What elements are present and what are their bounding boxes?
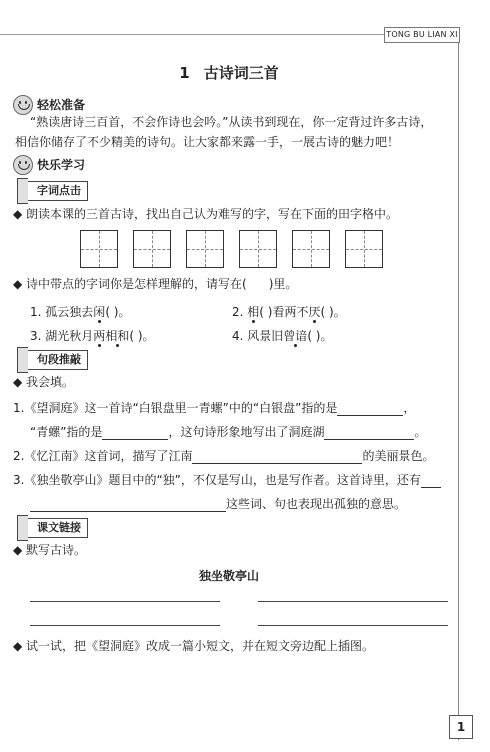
words-question-2: ◆ 诗中带点的字词你是怎样理解的，请写在( )里。 [13,277,298,291]
sentence-q1-line1: 1.《望洞庭》这一首诗“白银盘里一青螺”中的“白银盘”指的是 ， [13,401,416,415]
page-number: 1 [449,715,473,739]
write-line[interactable] [258,625,448,626]
sentences-label: 句段推敲 [22,350,88,370]
lesson-title [0,62,458,83]
sentences-intro: ◆ 我会填。 [13,375,75,389]
word-item-2: 2. 相( )看两不厌( )。 [232,305,346,319]
lesson-title-text: 古诗词三首 [203,64,279,82]
header-tag: TONG BU LIAN XI [384,27,460,43]
tianzige-cell[interactable] [292,230,330,268]
poem-title: 独坐敬亭山 [198,569,259,583]
links-label: 课文链接 [22,518,88,538]
answer-blank[interactable] [192,451,362,464]
word-item-4: 4. 风景旧曾谙( )。 [232,329,333,343]
words-question-1: ◆ 朗读本课的三首古诗，找出自己认为难写的字，写在下面的田字格中。 [13,207,399,221]
word-item-3: 3. 湖光秋月两相和( )。 [30,329,155,343]
write-line[interactable] [30,601,220,602]
prep-heading: 轻松准备 [37,98,86,112]
tianzige-cell[interactable] [239,230,277,268]
sentence-q3-line1: 3.《独坐敬亭山》题目中的“独”，不仅是写山，也是写作者。这首诗里，还有 [13,472,441,488]
answer-blank[interactable] [421,475,441,488]
margin-rule [458,34,459,740]
tianzige-cell[interactable] [80,230,118,268]
tianzige-cell[interactable] [186,230,224,268]
tianzige-cell[interactable] [345,230,383,268]
answer-blank[interactable] [102,427,168,440]
prep-line-2: 相信你储存了不少精美的诗句。让大家都来露一手，一展古诗的魅力吧！ [15,135,400,149]
sentence-q2: 2.《忆江南》这首词，描写了江南 的美丽景色。 [13,449,435,463]
links-task: ◆ 试一试，把《望洞庭》改成一篇小短文，并在短文旁边配上插图。 [13,639,375,653]
answer-blank[interactable] [324,427,414,440]
answer-blank[interactable] [30,499,226,512]
sentence-q1-line2: “青螺”指的是 ，这句诗形象地写出了洞庭湖 。 [30,425,427,439]
answer-blank[interactable] [337,403,403,416]
smiley-icon [13,155,33,175]
prep-line-1: “熟读唐诗三百首，不会作诗也会吟。”从读书到现在，你一定背过许多古诗， [30,115,433,129]
word-item-1: 1. 孤云独去闲( )。 [30,305,131,319]
write-line[interactable] [258,601,448,602]
write-line[interactable] [30,625,220,626]
tianzige-cell[interactable] [133,230,171,268]
words-label: 字词点击 [22,181,88,201]
sentence-q3-line2: 这些词、句也表现出孤独的意思。 [30,496,406,512]
lesson-number: 1 [179,64,190,82]
links-intro: ◆ 默写古诗。 [13,543,87,557]
happy-heading: 快乐学习 [37,158,86,172]
